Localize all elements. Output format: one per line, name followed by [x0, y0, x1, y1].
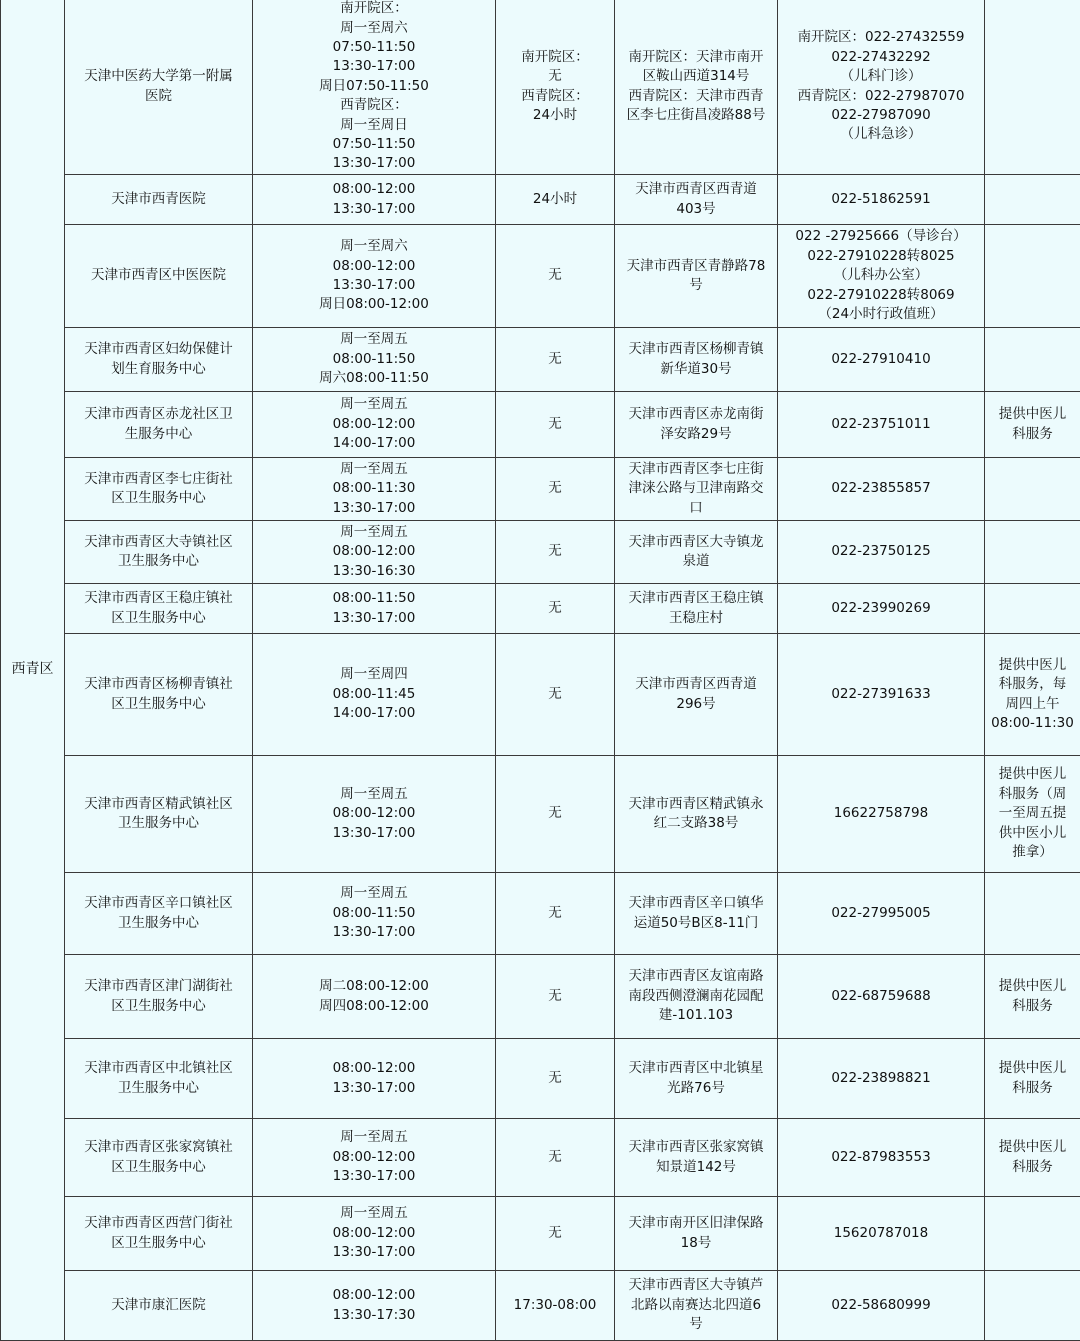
note-cell: [985, 584, 1080, 634]
address-cell: 天津市西青区西青道 296号: [615, 634, 778, 756]
hospital-name-cell: 天津市西青区中北镇社区 卫生服务中心: [65, 1039, 253, 1119]
table-row: [1, 634, 1080, 756]
phone-cell: 022 -27925666（导诊台） 022-27910228转8025 （儿科办公室） 022-27910228转8069 （24小时行政值班）: [778, 225, 985, 328]
note-cell: 提供中医儿 科服务: [985, 1039, 1080, 1119]
note-cell: [985, 0, 1080, 175]
hospital-name-cell: 天津市西青区中医医院: [65, 225, 253, 328]
hours-cell: 08:00-12:00 13:30-17:30: [253, 1271, 496, 1341]
phone-cell: 022-27910410: [778, 328, 985, 392]
note-cell: [985, 328, 1080, 392]
address-cell: 南开院区：天津市南开 区鞍山西道314号 西青院区：天津市西青 区李七庄街昌凌路88号: [615, 0, 778, 175]
hospital-name-cell: 天津市西青区妇幼保健计 划生育服务中心: [65, 328, 253, 392]
address-cell: 天津市西青区大寺镇龙 泉道: [615, 521, 778, 584]
table-row: [1, 756, 1080, 873]
hours-cell: 周一至周五 08:00-11:50 13:30-17:00: [253, 873, 496, 955]
note-cell: [985, 521, 1080, 584]
address-cell: 天津市西青区赤龙南街 泽安路29号: [615, 392, 778, 458]
hours-cell: 周一至周五 08:00-11:50 周六08:00-11:50: [253, 328, 496, 392]
table-body: [1, 0, 1080, 1341]
hospital-name-cell: 天津中医药大学第一附属 医院: [65, 0, 253, 175]
hospital-name-cell: 天津市西青区西营门街社 区卫生服务中心: [65, 1197, 253, 1271]
note-cell: [985, 225, 1080, 328]
hours-cell: 08:00-12:00 13:30-17:00: [253, 1039, 496, 1119]
night-service-cell: 无: [496, 225, 615, 328]
hours-cell: 周一至周六 08:00-12:00 13:30-17:00 周日08:00-12:00: [253, 225, 496, 328]
note-cell: [985, 175, 1080, 225]
phone-cell: 022-23855857: [778, 458, 985, 521]
night-service-cell: 无: [496, 955, 615, 1039]
address-cell: 天津市西青区西青道 403号: [615, 175, 778, 225]
address-cell: 天津市西青区李七庄街 津涞公路与卫津南路交 口: [615, 458, 778, 521]
hours-cell: 周一至周五 08:00-12:00 13:30-16:30: [253, 521, 496, 584]
hours-cell: 周一至周五 08:00-11:30 13:30-17:00: [253, 458, 496, 521]
address-cell: 天津市西青区精武镇永 红二支路38号: [615, 756, 778, 873]
night-service-cell: 南开院区： 无 西青院区： 24小时: [496, 0, 615, 175]
night-service-cell: 无: [496, 1119, 615, 1197]
note-cell: [985, 458, 1080, 521]
hours-cell: 南开院区： 周一至周六 07:50-11:50 13:30-17:00 周日07:50-11:50 西青院区： 周一至周日 07:50-11:50 13:30-17:00: [253, 0, 496, 175]
note-cell: 提供中医儿 科服务: [985, 392, 1080, 458]
hospital-name-cell: 天津市康汇医院: [65, 1271, 253, 1341]
district-cell: 西青区: [1, 0, 65, 1341]
table-row: [1, 1197, 1080, 1271]
phone-cell: 022-87983553: [778, 1119, 985, 1197]
note-cell: 提供中医儿 科服务（周 一至周五提 供中医小儿 推拿）: [985, 756, 1080, 873]
phone-cell: 022-51862591: [778, 175, 985, 225]
hours-cell: 08:00-11:50 13:30-17:00: [253, 584, 496, 634]
phone-cell: 022-23898821: [778, 1039, 985, 1119]
note-cell: [985, 873, 1080, 955]
note-cell: 提供中医儿 科服务: [985, 955, 1080, 1039]
address-cell: 天津市西青区王稳庄镇 王稳庄村: [615, 584, 778, 634]
address-cell: 天津市西青区中北镇星 光路76号: [615, 1039, 778, 1119]
table-row: [1, 392, 1080, 458]
table-row: [1, 0, 1080, 175]
hours-cell: 周一至周五 08:00-12:00 13:30-17:00: [253, 1197, 496, 1271]
night-service-cell: 无: [496, 458, 615, 521]
table-row: [1, 521, 1080, 584]
table-row: [1, 1039, 1080, 1119]
phone-cell: 022-23750125: [778, 521, 985, 584]
hospital-name-cell: 天津市西青区张家窝镇社 区卫生服务中心: [65, 1119, 253, 1197]
hospital-name-cell: 天津市西青区津门湖街社 区卫生服务中心: [65, 955, 253, 1039]
night-service-cell: 无: [496, 873, 615, 955]
phone-cell: 022-23751011: [778, 392, 985, 458]
phone-cell: 022-23990269: [778, 584, 985, 634]
phone-cell: 15620787018: [778, 1197, 985, 1271]
hospital-name-cell: 天津市西青医院: [65, 175, 253, 225]
night-service-cell: 24小时: [496, 175, 615, 225]
hospital-name-cell: 天津市西青区王稳庄镇社 区卫生服务中心: [65, 584, 253, 634]
night-service-cell: 无: [496, 328, 615, 392]
phone-cell: 022-58680999: [778, 1271, 985, 1341]
address-cell: 天津市南开区旧津保路 18号: [615, 1197, 778, 1271]
night-service-cell: 无: [496, 756, 615, 873]
hospital-name-cell: 天津市西青区精武镇社区 卫生服务中心: [65, 756, 253, 873]
table-row: [1, 175, 1080, 225]
phone-cell: 022-27391633: [778, 634, 985, 756]
table-row: [1, 873, 1080, 955]
hospital-name-cell: 天津市西青区赤龙社区卫 生服务中心: [65, 392, 253, 458]
table-row: [1, 1119, 1080, 1197]
phone-cell: 南开院区：022-27432559 022-27432292 （儿科门诊） 西青院区：022-27987070 022-27987090 （儿科急诊）: [778, 0, 985, 175]
note-cell: 提供中医儿 科服务: [985, 1119, 1080, 1197]
hours-cell: 周一至周五 08:00-12:00 14:00-17:00: [253, 392, 496, 458]
night-service-cell: 无: [496, 392, 615, 458]
hours-cell: 周一至周五 08:00-12:00 13:30-17:00: [253, 756, 496, 873]
address-cell: 天津市西青区大寺镇芦 北路以南赛达北四道6 号: [615, 1271, 778, 1341]
address-cell: 天津市西青区辛口镇华 运道50号B区8-11门: [615, 873, 778, 955]
address-cell: 天津市西青区友谊南路 南段西侧澄澜南花园配 建-101.103: [615, 955, 778, 1039]
night-service-cell: 无: [496, 1039, 615, 1119]
night-service-cell: 无: [496, 634, 615, 756]
note-cell: [985, 1197, 1080, 1271]
night-service-cell: 无: [496, 584, 615, 634]
hours-cell: 08:00-12:00 13:30-17:00: [253, 175, 496, 225]
phone-cell: 022-68759688: [778, 955, 985, 1039]
table-row: [1, 955, 1080, 1039]
hospital-name-cell: 天津市西青区李七庄街社 区卫生服务中心: [65, 458, 253, 521]
hospital-name-cell: 天津市西青区杨柳青镇社 区卫生服务中心: [65, 634, 253, 756]
phone-cell: 16622758798: [778, 756, 985, 873]
hours-cell: 周二08:00-12:00 周四08:00-12:00: [253, 955, 496, 1039]
table-row: [1, 328, 1080, 392]
hours-cell: 周一至周五 08:00-12:00 13:30-17:00: [253, 1119, 496, 1197]
table-row: [1, 1271, 1080, 1341]
note-cell: 提供中医儿 科服务，每 周四上午 08:00-11:30: [985, 634, 1080, 756]
night-service-cell: 无: [496, 1197, 615, 1271]
table-row: [1, 584, 1080, 634]
address-cell: 天津市西青区张家窝镇 知景道142号: [615, 1119, 778, 1197]
phone-cell: 022-27995005: [778, 873, 985, 955]
table-row: [1, 458, 1080, 521]
note-cell: [985, 1271, 1080, 1341]
night-service-cell: 无: [496, 521, 615, 584]
address-cell: 天津市西青区青静路78 号: [615, 225, 778, 328]
hospital-name-cell: 天津市西青区辛口镇社区 卫生服务中心: [65, 873, 253, 955]
address-cell: 天津市西青区杨柳青镇 新华道30号: [615, 328, 778, 392]
hospital-name-cell: 天津市西青区大寺镇社区 卫生服务中心: [65, 521, 253, 584]
night-service-cell: 17:30-08:00: [496, 1271, 615, 1341]
hours-cell: 周一至周四 08:00-11:45 14:00-17:00: [253, 634, 496, 756]
table-row: [1, 225, 1080, 328]
